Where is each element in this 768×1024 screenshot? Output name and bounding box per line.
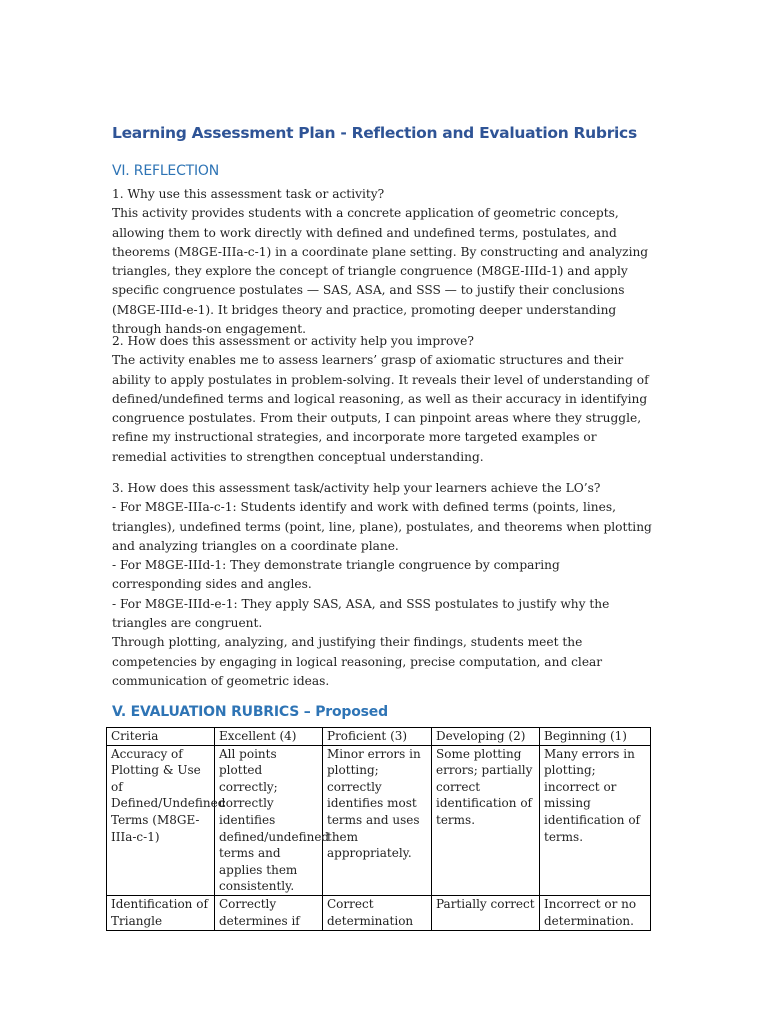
reflection-heading: VI. REFLECTION [112,163,220,179]
question-text: 2. How does this assessment or activity help you improve? [112,334,474,348]
rubric-table [106,727,651,931]
column-header-beginning: Beginning (1) [540,728,651,746]
table-cell: Accuracy of Plotting & Use of Defined/Undefined Terms (M8GE-IIIa-c-1) [107,745,215,895]
lo-point-1: - For M8GE-IIIa-c-1: Students identify and work with defined terms (points, lines, triangles), undefined terms (point, line, plane), postulates, and theorems when plotting and analyzing triangles on a coordinate plane. [112,500,652,553]
question-text: 3. How does this assessment task/activity help your learners achieve the LO’s? [112,481,601,495]
column-header-proficient: Proficient (3) [323,728,432,746]
reflection-question-2 [112,332,652,467]
table-cell [107,895,215,930]
lo-point-3: - For M8GE-IIId-e-1: They apply SAS, ASA, and SSS postulates to justify why the triangles are congruent. [112,596,610,631]
column-header-criteria: Criteria [107,728,215,746]
table-cell: Many errors in plotting; incorrect or missing identification of terms. [540,745,651,895]
answer-text: The activity enables me to assess learners’ grasp of axiomatic structures and their ability to apply postulates in problem-solving. It reveals their level of understanding of defined/undefined terms and logical reasoning, as well as their accuracy in identifying congruence postulates. From their outputs, I can pinpoint areas where they struggle, refine my instructional strategies, and incorporate more targeted examples or remedial activities to strengthen conceptual understanding. [112,353,649,464]
cell-text: Partially correct [436,896,535,911]
table-cell: Some plotting errors; partially correct identification of terms. [432,745,540,895]
table-cell: Minor errors in plotting; correctly identifies most terms and uses them appropriately. [323,745,432,895]
table-cell [323,895,432,930]
table-cell [540,895,651,930]
reflection-question-3 [112,479,652,691]
column-header-excellent: Excellent (4) [215,728,323,746]
table-cell [215,895,323,930]
table-header-row [107,728,651,746]
reflection-question-1 [112,185,652,339]
table-cell: All points plotted correctly; correctly identifies defined/undefined terms and applies them consistently. [215,745,323,895]
cell-text: Correctly determines if [219,896,300,928]
cell-text: Identification of Triangle [111,896,208,928]
document-title: Learning Assessment Plan - Reflection and Evaluation Rubrics [112,124,637,142]
answer-text: This activity provides students with a concrete application of geometric concepts, allowing them to work directly with defined and undefined terms, postulates, and theorems (M8GE-IIIa-c-1) in a coordinate plane setting. By constructing and analyzing triangles, they explore the concept of triangle congruence (M8GE-IIId-1) and apply specific congruence postulates — SAS, ASA, and SSS — to justify their conclusions (M8GE-IIId-e-1). It bridges theory and practice, promoting deeper understanding through hands-on engagement. [112,206,649,337]
table-row [107,895,651,930]
rubrics-heading: V. EVALUATION RUBRICS – Proposed [112,704,388,720]
table-row [107,745,651,895]
cell-text: Incorrect or no determination. [544,896,637,928]
question-text: 1. Why use this assessment task or activity? [112,187,385,201]
cell-text: Correct determination [327,896,414,928]
column-header-developing: Developing (2) [432,728,540,746]
conclusion-text: Through plotting, analyzing, and justifying their findings, students meet the competencies by engaging in logical reasoning, precise computation, and clear communication of geometric ideas. [112,635,603,688]
lo-point-2: - For M8GE-IIId-1: They demonstrate triangle congruence by comparing corresponding sides and angles. [112,558,560,592]
table-cell [432,895,540,930]
